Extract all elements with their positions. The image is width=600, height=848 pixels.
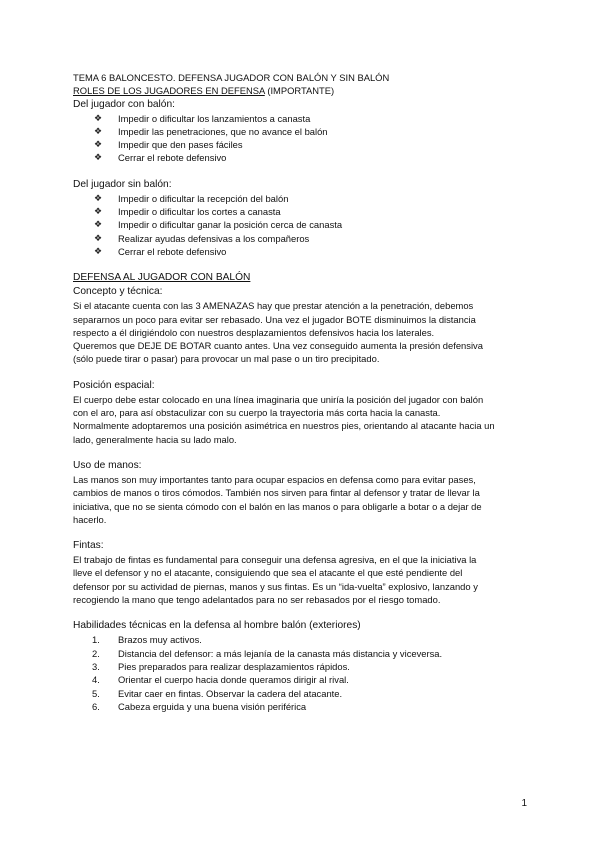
page-number: 1 — [521, 798, 527, 809]
item-text: Pies preparados para realizar desplazamientos rápidos. — [118, 660, 350, 672]
paragraph-line: hacerlo. — [73, 513, 107, 525]
diamond-bullet-icon: ❖ — [94, 125, 103, 136]
diamond-bullet-icon: ❖ — [94, 152, 103, 163]
list-item-text: Realizar ayudas defensivas a los compañeros — [118, 232, 310, 244]
fintas-paragraph — [73, 553, 543, 606]
item-number: 2. — [92, 647, 100, 659]
numbered-item — [92, 700, 543, 713]
list-item-text: Cerrar el rebote defensivo — [118, 152, 227, 164]
paragraph-line: con el aro, para así obstaculizar con su cuerpo la trayectoria más corta hacia la canasta. — [73, 407, 441, 419]
list-item — [94, 218, 543, 231]
item-number: 3. — [92, 660, 100, 672]
paragraph-line: El cuerpo debe estar colocado en una línea imaginaria que uniría la posición del jugador con balón — [73, 393, 484, 405]
list-item — [94, 112, 543, 125]
list-item — [94, 232, 543, 245]
paragraph-line: recogiendo la mano que tengo adelantados para no ser rebasados por el riesgo tomado. — [73, 594, 441, 606]
diamond-bullet-icon: ❖ — [94, 206, 103, 217]
diamond-bullet-icon: ❖ — [94, 192, 103, 203]
list-item — [94, 245, 543, 258]
paragraph-line: lleve el defensor y no el atacante, consiguiendo que sea el atacante el que esté pendiente del — [73, 567, 463, 579]
fintas-title: Fintas: — [73, 540, 104, 552]
numbered-item — [92, 660, 543, 673]
paragraph-line: Normalmente adoptaremos una posición asimétrica en nuestros pies, orientando al atacante hacia un — [73, 420, 495, 432]
paragraph-line: defensor por su actividad de piernas, manos y sus fintas. Es un “ida-vuelta” explosivo, lanzando y — [73, 580, 478, 592]
list-item — [94, 138, 543, 151]
with-ball-label: Del jugador con balón: — [73, 98, 175, 110]
without-ball-label: Del jugador sin balón: — [73, 178, 172, 190]
paragraph-line: Las manos son muy importantes tanto para ocupar espacios en defensa como para evitar pases, — [73, 473, 476, 485]
defensa-heading: DEFENSA AL JUGADOR CON BALÓN — [73, 272, 251, 284]
list-item-text: Impedir las penetraciones, que no avance el balón — [118, 125, 328, 137]
without-ball-list — [73, 192, 543, 258]
roles-heading — [73, 84, 543, 97]
paragraph-line: El trabajo de fintas es fundamental para conseguir una defensa agresiva, en el que la iniciativa la — [73, 554, 477, 566]
document-page — [73, 71, 543, 713]
diamond-bullet-icon: ❖ — [94, 219, 103, 230]
concepto-title: Concepto y técnica: — [73, 286, 163, 298]
numbered-item — [92, 633, 543, 646]
with-ball-list — [73, 112, 543, 165]
habilidades-title: Habilidades técnicas en la defensa al hombre balón (exteriores) — [73, 620, 361, 632]
item-text: Cabeza erguida y una buena visión periférica — [118, 700, 307, 712]
paragraph-line: iniciativa, que no se sienta cómodo con el balón en las manos o para obligarle a botar o a dejar de — [73, 500, 482, 512]
list-item-text: Impedir o dificultar los cortes a canasta — [118, 206, 281, 218]
diamond-bullet-icon: ❖ — [94, 139, 103, 150]
numbered-item — [92, 687, 543, 700]
list-item-text: Impedir que den pases fáciles — [118, 139, 243, 151]
item-text: Distancia del defensor: a más lejanía de la canasta más distancia y viceversa. — [118, 647, 443, 659]
list-item-text: Impedir o dificultar la recepción del balón — [118, 192, 289, 204]
paragraph-line: lado, generalmente hacia su lado malo. — [73, 433, 237, 445]
paragraph-line: separarnos un poco para evitar ser rebasado. Una vez el jugador BOTE disminuimos la distancia — [73, 313, 476, 325]
paragraph-line: (sólo puede tirar o pasar) para provocar un mal pase o un tiro precipitado. — [73, 353, 380, 365]
posicion-paragraph — [73, 393, 543, 446]
roles-heading-underlined: ROLES DE LOS JUGADORES EN DEFENSA — [73, 85, 265, 97]
list-item-text: Impedir o dificultar ganar la posición cerca de canasta — [118, 219, 343, 231]
item-text: Orientar el cuerpo hacia donde queramos dirigir al rival. — [118, 674, 349, 686]
paragraph-line: Si el atacante cuenta con las 3 AMENAZAS hay que prestar atención a la penetración, debemos — [73, 300, 474, 312]
diamond-bullet-icon: ❖ — [94, 232, 103, 243]
document-title: TEMA 6 BALONCESTO. DEFENSA JUGADOR CON BALÓN Y SIN BALÓN — [73, 72, 390, 83]
manos-paragraph — [73, 473, 543, 526]
list-item — [94, 151, 543, 164]
list-item — [94, 192, 543, 205]
list-item-text: Cerrar el rebote defensivo — [118, 245, 227, 257]
item-number: 1. — [92, 634, 100, 646]
item-number: 4. — [92, 674, 100, 686]
item-number: 6. — [92, 700, 100, 712]
list-item — [94, 205, 543, 218]
paragraph-line: respecto a él dirigiéndolo con nuestros desplazamientos defensivos hacia los laterales. — [73, 326, 435, 338]
numbered-item — [92, 673, 543, 686]
diamond-bullet-icon: ❖ — [94, 245, 103, 256]
item-text: Brazos muy activos. — [118, 634, 202, 646]
diamond-bullet-icon: ❖ — [94, 112, 103, 123]
numbered-item — [92, 647, 543, 660]
list-item-text: Impedir o dificultar los lanzamientos a canasta — [118, 112, 311, 124]
habilidades-list — [73, 633, 543, 713]
roles-heading-suffix: (IMPORTANTE) — [264, 85, 335, 97]
item-number: 5. — [92, 687, 100, 699]
list-item — [94, 125, 543, 138]
item-text: Evitar caer en fintas. Observar la cadera del atacante. — [118, 687, 343, 699]
concepto-paragraph — [73, 299, 543, 365]
paragraph-line: Queremos que DEJE DE BOTAR cuanto antes. Una vez conseguido aumenta la presión defensiva — [73, 340, 483, 352]
manos-title: Uso de manos: — [73, 459, 142, 471]
posicion-title: Posición espacial: — [73, 379, 155, 391]
paragraph-line: cambios de manos o tiros cómodos. También nos sirven para fintar al defensor y tratar de llevar la — [73, 487, 480, 499]
